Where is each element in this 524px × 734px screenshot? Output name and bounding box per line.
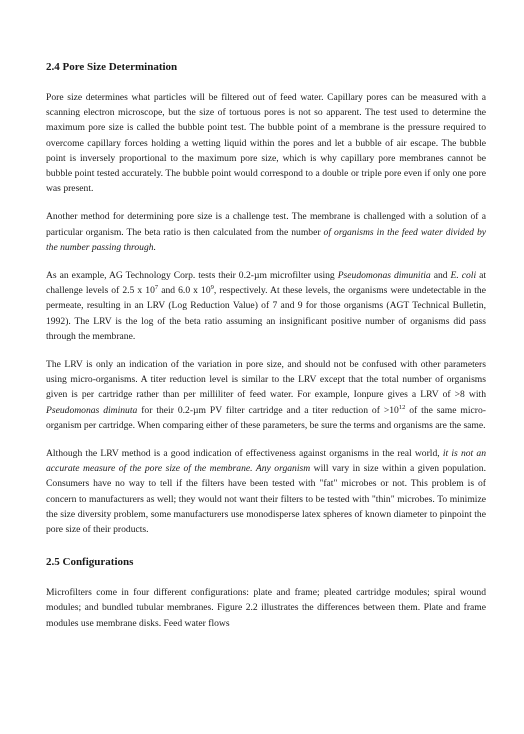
text-run: As an example, AG Technology Corp. tests their 0.2-µm microfilter using xyxy=(46,270,338,282)
italic-text-run: of organisms in the feed water divided by the number passing through. xyxy=(46,226,486,253)
paragraph-lrv-limitations xyxy=(46,446,486,537)
organism-name: Pseudomonas dimunitia xyxy=(337,270,431,282)
exponent: 12 xyxy=(398,403,406,411)
text-run: at challenge levels of 2.5 x 10 xyxy=(46,270,487,297)
paragraph-challenge-test xyxy=(46,209,486,255)
text-run: Although the LRV method is a good indication of effectiveness against organisms in the real world, xyxy=(46,448,443,460)
text-run: for their 0.2-µm PV filter cartridge and a titer reduction of >10 xyxy=(137,404,399,416)
italic-text-run: it is not an accurate measure of the pore size of the membrane. Any organism xyxy=(46,448,487,475)
organism-name: Pseudomonas diminuta xyxy=(46,404,138,416)
organism-name: E. coli xyxy=(450,270,477,282)
exponent: 9 xyxy=(210,284,214,292)
text-run: Another method for determining pore size is a challenge test. The membrane is challenged with a solution of a particular organism. The beta ratio is then calculated from the number xyxy=(46,211,486,238)
text-run: and xyxy=(430,270,451,282)
exponent: 7 xyxy=(154,284,159,292)
text-run: will vary in size within a given population. Consumers have no way to tell if the filters have been tested with "fat" microbes or not. This problem is of concern to manufacturers as well; they would not want their filters to be tested with "thin" microbes. To minimize the size diversity problem, some manufacturers use monodisperse latex spheres of known diameter to pinpoint the pore size of their products. xyxy=(46,463,486,536)
paragraph-agt-example xyxy=(46,268,486,344)
paragraph-bubble-point: Pore size determines what particles will be filtered out of feed water. Capillary pores can be measured with a scanning electron microscope, but the size of tortuous pores is not so apparent. The test used to determine the maximum pore size is called the bubble point test. The bubble point of a membrane is the pressure required to overcome capillary forces holding a wetting liquid within the pores and let a bubble of air escape. The bubble point is inversely proportional to the maximum pore size, which is why capillary pore membranes cannot be bubble point tested accurately. The bubble point would correspond to a double or triple pore even if only one pore was present. xyxy=(46,92,486,195)
paragraph-lrv-titer xyxy=(46,357,486,433)
section-heading-pore-size: 2.4 Pore Size Determination xyxy=(46,61,178,73)
document-page xyxy=(46,60,486,644)
paragraph-configurations: Microfilters come in four different configurations: plate and frame; pleated cartridge modules; spiral wound modules; and bundled tubular membranes. Figure 2.2 illustrates the differences between them. Plate and frame modules use membrane disks. Feed water flows xyxy=(46,587,486,629)
text-run: of the same micro-organism per cartridge. When comparing either of these parameters, be sure the terms and organisms are the same. xyxy=(46,404,486,431)
text-run: The LRV is only an indication of the variation in pore size, and should not be confused with other parameters using micro-organisms. A titer reduction level is similar to the LRV except that the total number of organisms given is per cartridge rather than per milliliter of feed water. For example, Ionpure gives a LRV of >8 with xyxy=(46,359,486,401)
text-run: , respectively. At these levels, the organisms were undetectable in the permeate, resulting in an LRV (Log Reduction Value) of 7 and 9 for those organisms (AGT Technical Bulletin, 1992). The LRV is the log of the beta ratio assuming an insignificant positive number of organisms did pass through the membrane. xyxy=(46,285,486,342)
text-run: and 6.0 x 10 xyxy=(158,285,211,297)
section-heading-configurations: 2.5 Configurations xyxy=(46,556,134,569)
